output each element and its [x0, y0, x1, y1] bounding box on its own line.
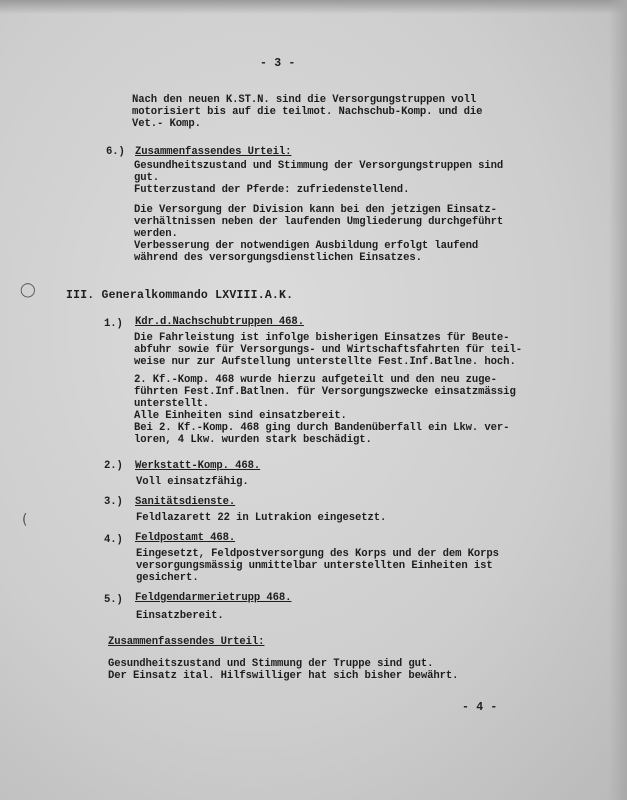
subsection-1-heading: Kdr.d.Nachschubtruppen 468.	[135, 316, 304, 328]
subsection-3-heading: Sanitätsdienste.	[135, 496, 236, 508]
page-shadow-right	[609, 0, 627, 800]
page-number-top: - 3 -	[260, 57, 296, 70]
intro-line-1: Nach den neuen K.ST.N. sind die Versorgungstruppen voll	[132, 94, 477, 106]
section-6-line: Futterzustand der Pferde: zufriedenstellend.	[134, 184, 410, 196]
subsection-3-line: Feldlazarett 22 in Lutrakion eingesetzt.	[136, 512, 387, 524]
subsection-1-line: abfuhr sowie für Versorgungs- und Wirtschaftsfahrten für teil-	[134, 344, 522, 356]
subsection-4-number: 4.)	[104, 534, 123, 546]
punch-hole-mark: ◯	[20, 282, 36, 298]
section-6-line: Die Versorgung der Division kann bei den jetzigen Einsatz-	[134, 204, 497, 216]
subsection-2-line: Voll einsatzfähig.	[136, 476, 249, 488]
section-iii-heading: III. Generalkommando LXVIII.A.K.	[66, 289, 294, 302]
subsection-4-line: gesichert.	[136, 572, 199, 584]
subsection-1-line: 2. Kf.-Komp. 468 wurde hierzu aufgeteilt und den neu zuge-	[134, 374, 497, 386]
subsection-1-line: Die Fahrleistung ist infolge bisherigen Einsatzes für Beute-	[134, 332, 510, 344]
section-6-line: während des versorgungsdienstlichen Einsatzes.	[134, 252, 422, 264]
summary-line: Der Einsatz ital. Hilfswilliger hat sich bisher bewährt.	[108, 670, 459, 682]
subsection-1-line: loren, 4 Lkw. wurden stark beschädigt.	[134, 434, 372, 446]
subsection-5-number: 5.)	[104, 594, 123, 606]
punch-hole-mark: (	[22, 512, 28, 528]
summary-line: Gesundheitszustand und Stimmung der Truppe sind gut.	[108, 658, 434, 670]
subsection-4-line: versorgungsmässig unmittelbar unterstellten Einheiten ist	[136, 560, 493, 572]
subsection-4-heading: Feldpostamt 468.	[135, 532, 236, 544]
section-6-line: verhältnissen neben der laufenden Umgliederung durchgeführt	[134, 216, 504, 228]
subsection-5-heading: Feldgendarmerietrupp 468.	[135, 592, 292, 604]
subsection-2-heading: Werkstatt-Komp. 468.	[135, 460, 261, 472]
subsection-1-line: Alle Einheiten sind einsatzbereit.	[134, 410, 347, 422]
summary-heading: Zusammenfassendes Urteil:	[108, 636, 265, 648]
intro-line-2: motorisiert bis auf die teilmot. Nachschub-Komp. und die	[132, 106, 483, 118]
subsection-1-line: Bei 2. Kf.-Komp. 468 ging durch Bandenüberfall ein Lkw. ver-	[134, 422, 510, 434]
section-6-line: Verbesserung der notwendigen Ausbildung erfolgt laufend	[134, 240, 479, 252]
page-shadow-top	[0, 0, 627, 14]
subsection-1-line: unterstellt.	[134, 398, 210, 410]
section-6-number: 6.)	[106, 146, 125, 158]
section-6-line: gut.	[134, 172, 160, 184]
subsection-1-line: führten Fest.Inf.Batlnen. für Versorgungszwecke einsatzmässig	[134, 386, 516, 398]
subsection-4-line: Eingesetzt, Feldpostversorgung des Korps und der dem Korps	[136, 548, 499, 560]
subsection-2-number: 2.)	[104, 460, 123, 472]
section-6-heading: Zusammenfassendes Urteil:	[135, 146, 292, 158]
subsection-3-number: 3.)	[104, 496, 123, 508]
subsection-1-number: 1.)	[104, 318, 123, 330]
intro-line-3: Vet.- Komp.	[132, 118, 201, 130]
page-number-bottom: - 4 -	[462, 701, 498, 714]
section-6-line: werden.	[134, 228, 178, 240]
subsection-5-line: Einsatzbereit.	[136, 610, 224, 622]
subsection-1-line: weise nur zur Aufstellung unterstellte Fest.Inf.Batlne. hoch.	[134, 356, 516, 368]
section-6-line: Gesundheitszustand und Stimmung der Versorgungstruppen sind	[134, 160, 504, 172]
